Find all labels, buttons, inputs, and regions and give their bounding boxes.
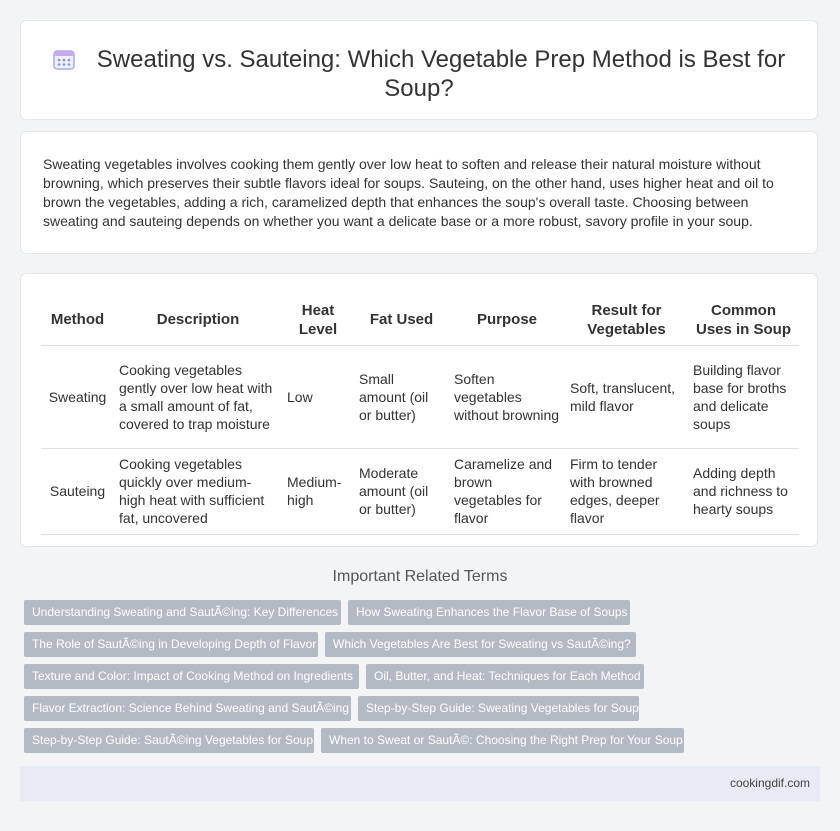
column-header: Result for Vegetables <box>565 295 688 345</box>
related-term-link[interactable]: When to Sweat or SautÃ©: Choosing the Right Prep for Your Soup <box>321 728 684 753</box>
footer <box>20 766 820 801</box>
table-cell: Moderate amount (oil or butter) <box>354 448 449 534</box>
column-header: Description <box>114 295 282 345</box>
table-cell: Cooking vegetables quickly over medium-high heat with sufficient fat, uncovered <box>114 448 282 534</box>
table-cell: Cooking vegetables gently over low heat with a small amount of fat, covered to trap moisture <box>114 345 282 448</box>
table-cell: Firm to tender with browned edges, deeper flavor <box>565 448 688 534</box>
column-header: Common Uses in Soup <box>688 295 799 345</box>
related-term-link[interactable]: How Sweating Enhances the Flavor Base of Soups <box>348 600 630 625</box>
calendar-icon <box>53 48 75 70</box>
related-term-link[interactable]: Flavor Extraction: Science Behind Sweating and SautÃ©ing <box>24 696 351 721</box>
related-terms-heading: Important Related Terms <box>332 568 508 585</box>
table-cell: Medium-high <box>282 448 354 534</box>
table-row <box>41 345 799 448</box>
related-term-link[interactable]: Texture and Color: Impact of Cooking Method on Ingredients <box>24 664 359 689</box>
comparison-table-card <box>20 273 818 547</box>
intro-card <box>20 131 818 254</box>
related-term-link[interactable]: The Role of SautÃ©ing in Developing Depth of Flavor <box>24 632 318 657</box>
table-cell: Sauteing <box>41 448 114 534</box>
table-cell: Soft, translucent, mild flavor <box>565 345 688 448</box>
page-title: Sweating vs. Sauteing: Which Vegetable Prep Method is Best for Soup? <box>96 46 786 102</box>
table-header-row <box>41 295 799 345</box>
title-card <box>20 20 818 120</box>
table-cell: Caramelize and brown vegetables for flavor <box>449 448 565 534</box>
table-cell: Low <box>282 345 354 448</box>
table-cell: Adding depth and richness to hearty soups <box>688 448 799 534</box>
table-cell: Building flavor base for broths and delicate soups <box>688 345 799 448</box>
table-cell: Sweating <box>41 345 114 448</box>
related-term-link[interactable]: Step-by-Step Guide: SautÃ©ing Vegetables for Soup <box>24 728 314 753</box>
related-term-link[interactable]: Step-by-Step Guide: Sweating Vegetables for Soup <box>358 696 639 721</box>
table-cell: Small amount (oil or butter) <box>354 345 449 448</box>
table-cell: Soften vegetables without browning <box>449 345 565 448</box>
related-term-link[interactable]: Which Vegetables Are Best for Sweating vs SautÃ©ing? <box>325 632 636 657</box>
table-row <box>41 448 799 534</box>
related-term-link[interactable]: Oil, Butter, and Heat: Techniques for Each Method <box>366 664 644 689</box>
column-header: Fat Used <box>354 295 449 345</box>
page-title-wrap <box>21 45 817 103</box>
column-header: Heat Level <box>282 295 354 345</box>
related-term-link[interactable]: Understanding Sweating and SautÃ©ing: Key Differences <box>24 600 341 625</box>
intro-paragraph: Sweating vegetables involves cooking them gently over low heat to soften and release their natural moisture without browning, which preserves their subtle flavors ideal for soups. Sauteing, on the other hand, uses higher heat and oil to brown the vegetables, adding a rich, caramelized depth that enhances the soup's overall taste. Choosing between sweating and sauteing depends on whether you want a delicate base or a more robust, savory profile in your soup. <box>43 156 774 229</box>
footer-site-name[interactable]: cookingdif.com <box>729 776 810 790</box>
column-header: Method <box>41 295 114 345</box>
column-header: Purpose <box>449 295 565 345</box>
comparison-table <box>41 295 799 535</box>
